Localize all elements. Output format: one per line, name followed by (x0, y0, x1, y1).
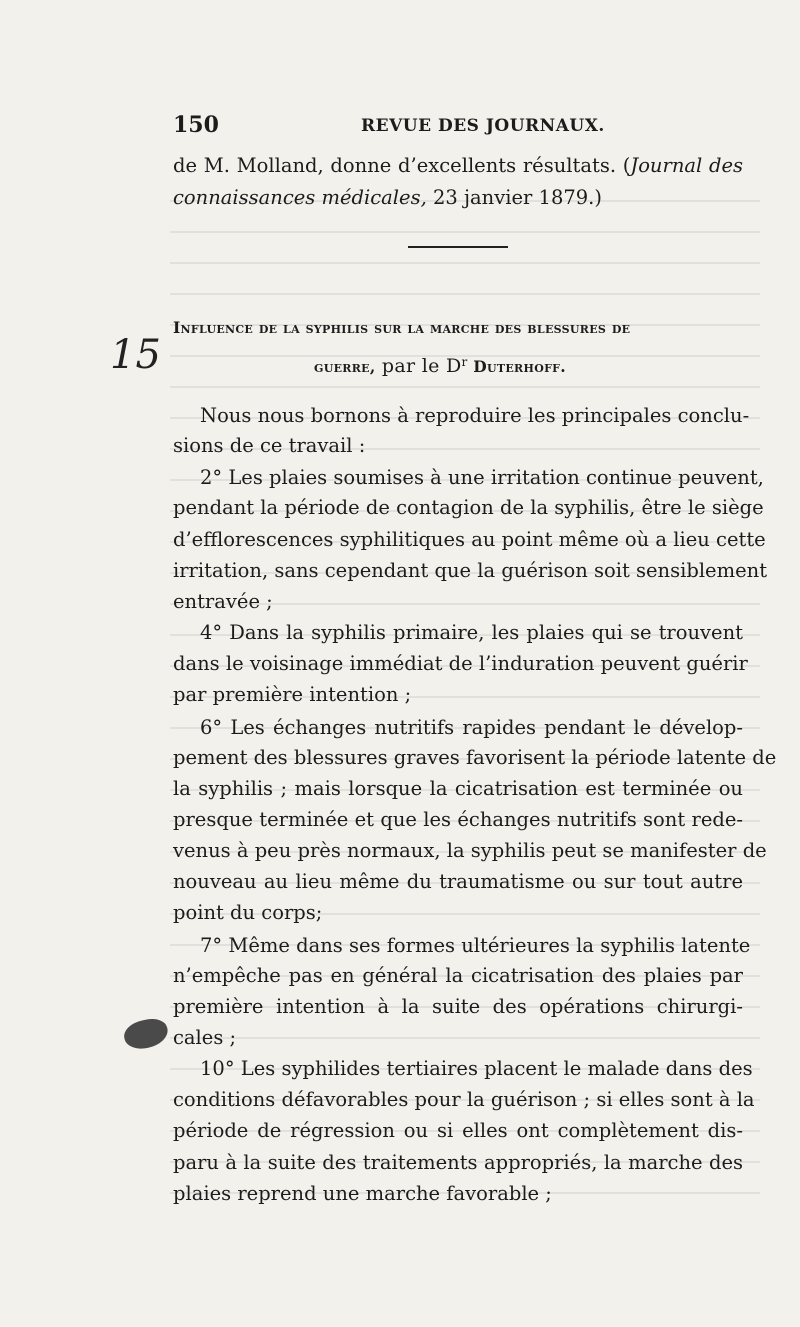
body-line: conditions défavorables pour la guérison ; si elles sont à la (173, 1088, 755, 1111)
page-number: 150 (173, 112, 219, 138)
body-line: la syphilis ; mais lorsque la cicatrisation est terminée ou (173, 777, 743, 800)
body-line: cales ; (173, 1026, 237, 1049)
body-line: plaies reprend une marche favorable ; (173, 1182, 552, 1205)
body-line: période de régression ou si elles ont complètement dis- (173, 1119, 743, 1142)
title-superscript: r (461, 355, 468, 369)
ink-stain (122, 1016, 171, 1053)
body-line: par première intention ; (173, 683, 412, 706)
body-line: irritation, sans cependant que la guérison soit sensiblement (173, 559, 768, 582)
running-title: REVUE DES JOURNAUX. (361, 116, 605, 136)
body-line: 6° Les échanges nutritifs rapides pendant le dévelop- (200, 716, 743, 739)
body-line: venus à peu près normaux, la syphilis peut se manifester de (173, 839, 767, 862)
title-word: guerre, (314, 357, 376, 377)
body-line: 10° Les syphilides tertiaires placent le malade dans des (200, 1057, 753, 1080)
intro-line-1 (173, 150, 743, 182)
running-header (173, 112, 743, 144)
journal-title: Journal des (630, 154, 743, 177)
body-line: sions de ce travail : (173, 434, 366, 457)
title-byline: par le D (375, 355, 462, 378)
body-line: 4° Dans la syphilis primaire, les plaies qui se trouvent (200, 621, 743, 644)
body-line: dans le voisinage immédiat de l’induration peuvent guérir (173, 652, 748, 675)
body-line: point du corps; (173, 901, 323, 924)
journal-date: 23 janvier 1879.) (426, 186, 602, 209)
author-name: Duterhoff. (473, 357, 566, 377)
handwritten-margin-note: 15 (110, 332, 161, 378)
body-line: entravée ; (173, 590, 273, 613)
body-line: nouveau au lieu même du traumatisme ou sur tout autre (173, 870, 743, 893)
body-line: paru à la suite des traitements appropriés, la marche des (173, 1151, 743, 1174)
body-line: première intention à la suite des opérations chirurgi- (173, 995, 743, 1018)
journal-title-cont: connaissances médicales, (173, 186, 427, 209)
body-line: 2° Les plaies soumises à une irritation continue peuvent, (200, 466, 764, 489)
section-rule (408, 246, 508, 248)
body-line: presque terminée et que les échanges nutritifs sont rede- (173, 808, 743, 831)
intro-text: de M. Molland, donne d’excellents résultats. ( (173, 154, 631, 177)
body-line: pement des blessures graves favorisent la période latente de (173, 746, 777, 769)
body-line: 7° Même dans ses formes ultérieures la syphilis latente (200, 934, 751, 957)
body-line: Nous nous bornons à reproduire les principales conclu- (200, 404, 750, 427)
article-title-line-2 (314, 346, 714, 383)
body-line: pendant la période de contagion de la syphilis, être le siège (173, 496, 764, 519)
article-title-line-1: Influence de la syphilis sur la marche des blessures de (173, 318, 631, 337)
body-line: n’empêche pas en général la cicatrisation des plaies par (173, 964, 743, 987)
body-line: d’efflorescences syphilitiques au point même où a lieu cette (173, 528, 766, 551)
intro-line-2 (173, 182, 743, 214)
